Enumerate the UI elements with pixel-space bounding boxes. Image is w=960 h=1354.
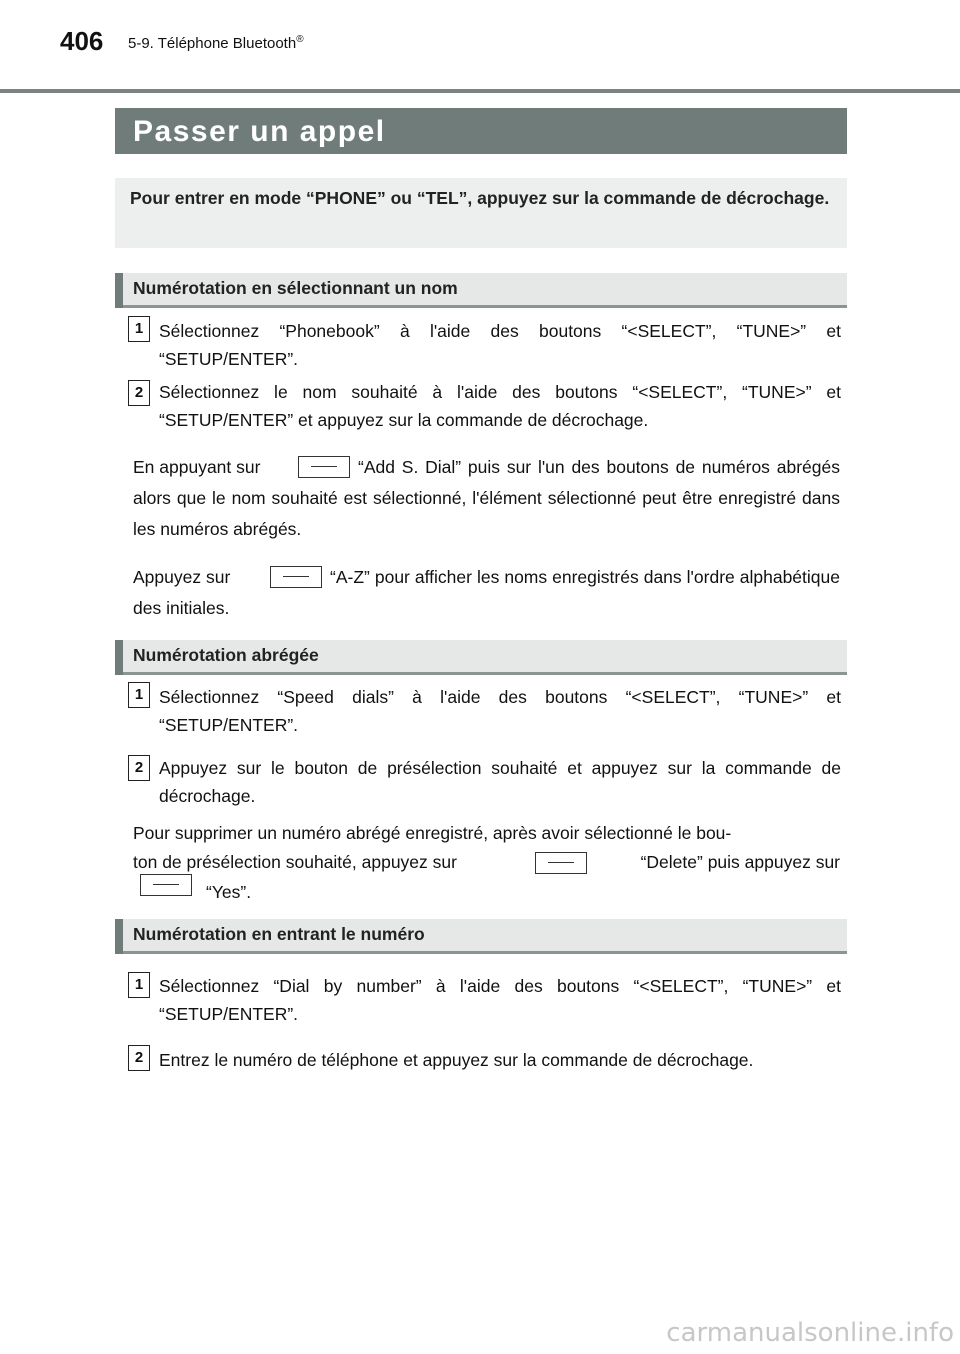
subheading-dial-by-name: Numérotation en sélectionnant un nom xyxy=(115,273,847,308)
screen-button-icon xyxy=(535,852,587,874)
screen-button-icon xyxy=(270,566,322,588)
page-title-bar xyxy=(115,108,847,154)
subheading-speed-dial: Numérotation abrégée xyxy=(115,640,847,675)
screen-button-icon xyxy=(140,874,192,896)
header-rule xyxy=(0,89,960,93)
step-text: Sélectionnez le nom souhaité à l'aide des boutons “<SELECT”, “TUNE>” et “SETUP/ENTER” et appuyez sur la commande de décrochage. xyxy=(159,382,841,430)
intro-text: Pour entrer en mode “PHONE” ou “TEL”, appuyez sur la commande de décrochage. xyxy=(130,188,830,208)
page-number: 406 xyxy=(60,26,104,56)
step-text: Sélectionnez “Phonebook” à l'aide des boutons “<SELECT”, “TUNE>” et “SETUP/ENTER”. xyxy=(159,321,841,369)
step-text: Entrez le numéro de téléphone et appuyez sur la commande de décrochage. xyxy=(159,1050,754,1070)
note-delete-speed-dial: Pour supprimer un numéro abrégé enregistré, après avoir sélectionné le bou- ton de présélection souhaité, appuyez sur “Delete” puis appuyez sur “Yes”. xyxy=(133,823,840,902)
page-title: Passer un appel xyxy=(133,115,386,148)
watermark: carmanualsonline.info xyxy=(666,1318,954,1348)
note-add-speed-dial: En appuyant sur “Add S. Dial” puis sur l'un des boutons de numéros abrégés alors que le nom souhaité est sélectionné, l'élément sélectionné peut être enregistré dans les numéros abrégés. xyxy=(133,457,840,539)
registered-mark: ® xyxy=(296,34,304,45)
step-number: 1 xyxy=(128,316,150,342)
step-number: 1 xyxy=(128,972,150,998)
screen-button-icon xyxy=(298,456,350,478)
step-number: 1 xyxy=(128,682,150,708)
step-text: Sélectionnez “Dial by number” à l'aide des boutons “<SELECT”, “TUNE>” et “SETUP/ENTER”. xyxy=(159,976,841,1024)
section-title: 5-9. Téléphone Bluetooth® xyxy=(128,34,304,52)
step-number: 2 xyxy=(128,1045,150,1071)
subheading-dial-by-number: Numérotation en entrant le numéro xyxy=(115,919,847,954)
intro-box xyxy=(115,178,847,248)
step-number: 2 xyxy=(128,755,150,781)
step-text: Sélectionnez “Speed dials” à l'aide des boutons “<SELECT”, “TUNE>” et “SETUP/ENTER”. xyxy=(159,687,841,735)
step-number: 2 xyxy=(128,380,150,406)
step-text: Appuyez sur le bouton de présélection souhaité et appuyez sur la commande de décrochage. xyxy=(159,758,841,806)
note-a-z: Appuyez sur “A-Z” pour afficher les noms enregistrés dans l'ordre alphabétique des initiales. xyxy=(133,567,840,618)
